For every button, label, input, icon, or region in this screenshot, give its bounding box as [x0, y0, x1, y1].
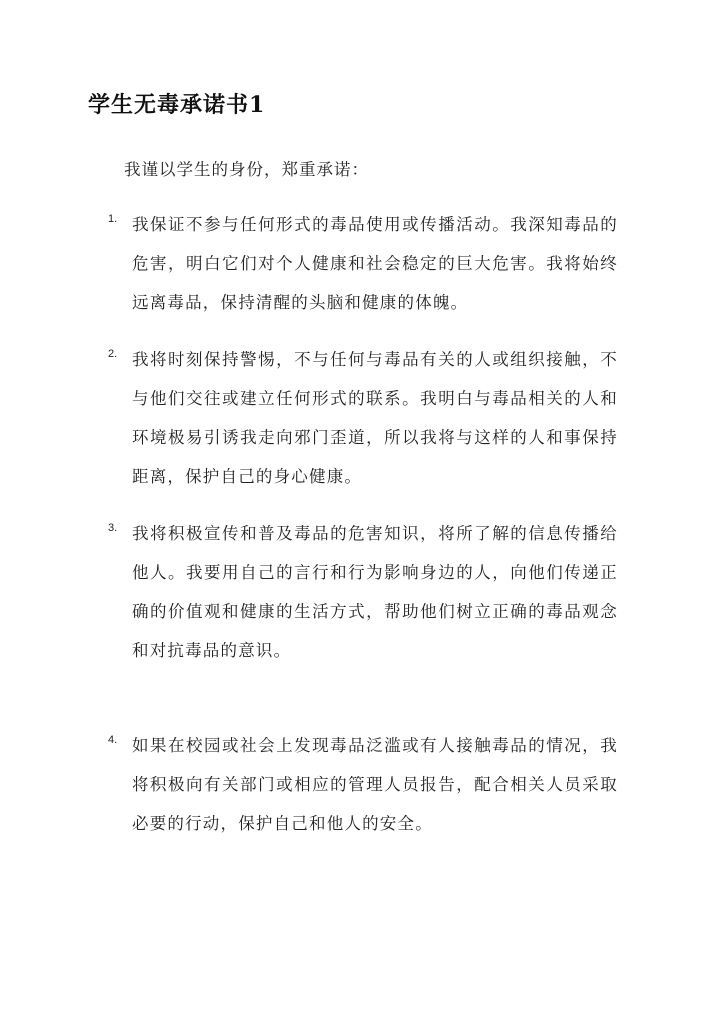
list-item-text: 我将时刻保持警惕，不与任何与毒品有关的人或组织接触，不与他们交往或建立任何形式的联系。我明白与毒品相关的人和环境极易引诱我走向邪门歪道，所以我将与这样的人和事保持距离，保护自己的身心健康。: [132, 350, 618, 486]
list-item-text: 我将积极宣传和普及毒品的危害知识，将所了解的信息传播给他人。我要用自己的言行和行为影响身边的人，向他们传递正确的价值观和健康的生活方式，帮助他们树立正确的毒品观念和对抗毒品的意识。: [132, 524, 618, 660]
intro-text: 我谨以学生的身份，郑重承诺：: [124, 160, 369, 179]
document-title: 学生无毒承诺书1: [88, 92, 266, 118]
list-item-number: 4.: [108, 734, 118, 746]
list-item-number: 2.: [108, 348, 118, 360]
list-item-text: 如果在校园或社会上发现毒品泛滥或有人接触毒品的情况，我将积极向有关部门或相应的管理人员报告，配合相关人员采取必要的行动，保护自己和他人的安全。: [132, 736, 618, 833]
list-item-number: 3.: [108, 522, 118, 534]
list-item-number: 1.: [108, 213, 118, 225]
list-item-text: 我保证不参与任何形式的毒品使用或传播活动。我深知毒品的危害，明白它们对个人健康和社会稳定的巨大危害。我将始终远离毒品，保持清醒的头脑和健康的体魄。: [132, 215, 618, 312]
